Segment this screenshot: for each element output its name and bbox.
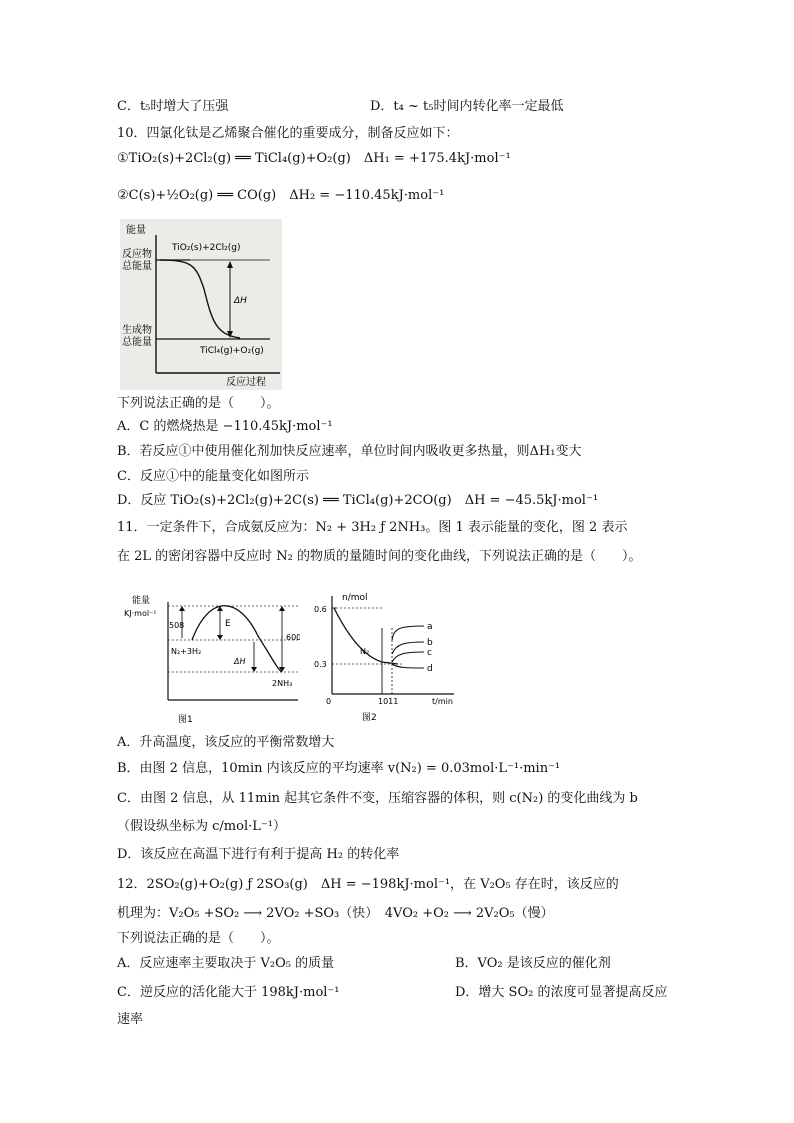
q10-product-label-1: 生成物: [122, 325, 152, 336]
fig2-curve-b: b: [427, 638, 433, 648]
fig1-reactants: N₂+3H₂: [171, 647, 202, 656]
fig2-curve-d: d: [427, 664, 433, 674]
fig2-series-label: N₂: [360, 647, 370, 656]
q11-option-a: A．升高温度，该反应的平衡常数增大: [117, 735, 335, 750]
q12-option-c: C．逆反应的活化能大于 198kJ·mol⁻¹: [117, 985, 340, 1000]
fig1-delta-h: ΔH: [234, 657, 246, 666]
q10-reaction-1: ①TiO₂(s)+2Cl₂(g) ══ TiCl₄(g)+O₂(g) ΔH₁ = +175.4kJ·mol⁻¹: [117, 151, 511, 166]
fig2-tick-0: 0: [326, 697, 332, 706]
fig2-caption: 图2: [362, 713, 377, 723]
fig2-y-label: n/mol: [342, 593, 368, 603]
q11-option-b: B．由图 2 信息，10min 内该反应的平均速率 v(N₂) = 0.03mol·L⁻¹·min⁻¹: [117, 761, 561, 776]
q10-delta-h: ΔH: [234, 296, 247, 306]
q10-reaction-2: ②C(s)+½O₂(g) ══ CO(g) ΔH₂ = −110.45kJ·mol⁻¹: [117, 188, 445, 203]
q10-prompt: 下列说法正确的是（ ）。: [117, 396, 280, 411]
q10-option-b: B．若反应①中使用催化剂加快反应速率，单位时间内吸收更多热量，则ΔH₁变大: [117, 444, 582, 459]
q11-stem-2: 在 2L 的密闭容器中反应时 N₂ 的物质的量随时间的变化曲线，下列说法正确的是（ ）。: [117, 549, 642, 564]
q12-prompt: 下列说法正确的是（ ）。: [117, 931, 280, 946]
energy-diagram-figure1: [122, 592, 300, 727]
energy-diagram-q10: [120, 219, 282, 390]
fig2-tick-06: 0.6: [314, 605, 327, 614]
q11-option-d: D．该反应在高温下进行有利于提高 H₂ 的转化率: [117, 847, 400, 862]
fig1-label-E: E: [225, 619, 231, 629]
q10-reactant-label-2: 总能量: [122, 261, 152, 272]
fig2-tick-1011: 1011: [378, 697, 399, 706]
fig1-y-label-2: KJ·mol⁻¹: [124, 609, 157, 618]
q10-stem: 10．四氯化钛是乙烯聚合催化的重要成分，制备反应如下：: [117, 126, 459, 141]
q11-stem-1: 11．一定条件下，合成氨反应为：N₂ + 3H₂ ƒ 2NH₃。图 1 表示能量的变化，图 2 表示: [117, 520, 628, 535]
q10-reactant-formula: TiO₂(s)+2Cl₂(g): [172, 243, 241, 253]
fig1-products: 2NH₃: [272, 679, 293, 688]
q12-stem-1: 12．2SO₂(g)+O₂(g) ƒ 2SO₃(g) ΔH = −198kJ·mol⁻¹，在 V₂O₅ 存在时，该反应的: [117, 877, 619, 892]
q10-option-c: C．反应①中的能量变化如图所示: [117, 469, 309, 484]
q10-product-formula: TiCl₄(g)+O₂(g): [200, 346, 264, 356]
q12-option-d-1: D．增大 SO₂ 的浓度可显著提高反应: [455, 985, 668, 1000]
q10-product-label-2: 总能量: [122, 337, 152, 348]
q9-option-d: D．t₄ ~ t₅时间内转化率一定最低: [370, 99, 564, 114]
fig1-y-label-1: 能量: [132, 596, 151, 606]
q10-reactant-label-1: 反应物: [122, 249, 152, 260]
q10-option-a: A．C 的燃烧热是 −110.45kJ·mol⁻¹: [117, 419, 333, 434]
q12-option-b: B．VO₂ 是该反应的催化剂: [455, 956, 611, 971]
fig2-curve-c: c: [427, 648, 432, 658]
q9-option-c: C．t₅时增大了压强: [117, 99, 229, 114]
q11-option-c: C．由图 2 信息，从 11min 起其它条件不变，压缩容器的体积，则 c(N₂) 的变化曲线为 b: [117, 791, 638, 806]
q10-option-d: D．反应 TiO₂(s)+2Cl₂(g)+2C(s) ══ TiCl₄(g)+2CO(g) ΔH = −45.5kJ·mol⁻¹: [117, 493, 599, 508]
q12-stem-2: 机理为：V₂O₅ +SO₂ ⟶ 2VO₂ +SO₃（快） 4VO₂ +O₂ ⟶ 2V₂O₅（慢）: [117, 906, 554, 921]
q11-option-c-note: （假设纵坐标为 c/mol·L⁻¹）: [117, 819, 286, 834]
q12-option-a: A．反应速率主要取决于 V₂O₅ 的质量: [117, 956, 335, 971]
n-time-figure2: [302, 588, 462, 726]
q10-y-axis-label: 能量: [126, 225, 146, 236]
fig2-tick-03: 0.3: [314, 660, 327, 669]
q10-x-axis-label: 反应过程: [226, 377, 266, 388]
fig1-caption: 图1: [178, 715, 193, 725]
fig2-curve-a: a: [427, 622, 433, 632]
fig1-label-508: 508: [169, 621, 185, 630]
fig1-label-600: 600: [286, 633, 300, 642]
fig2-x-label: t/min: [432, 697, 453, 706]
q12-option-d-2: 速率: [117, 1012, 144, 1027]
